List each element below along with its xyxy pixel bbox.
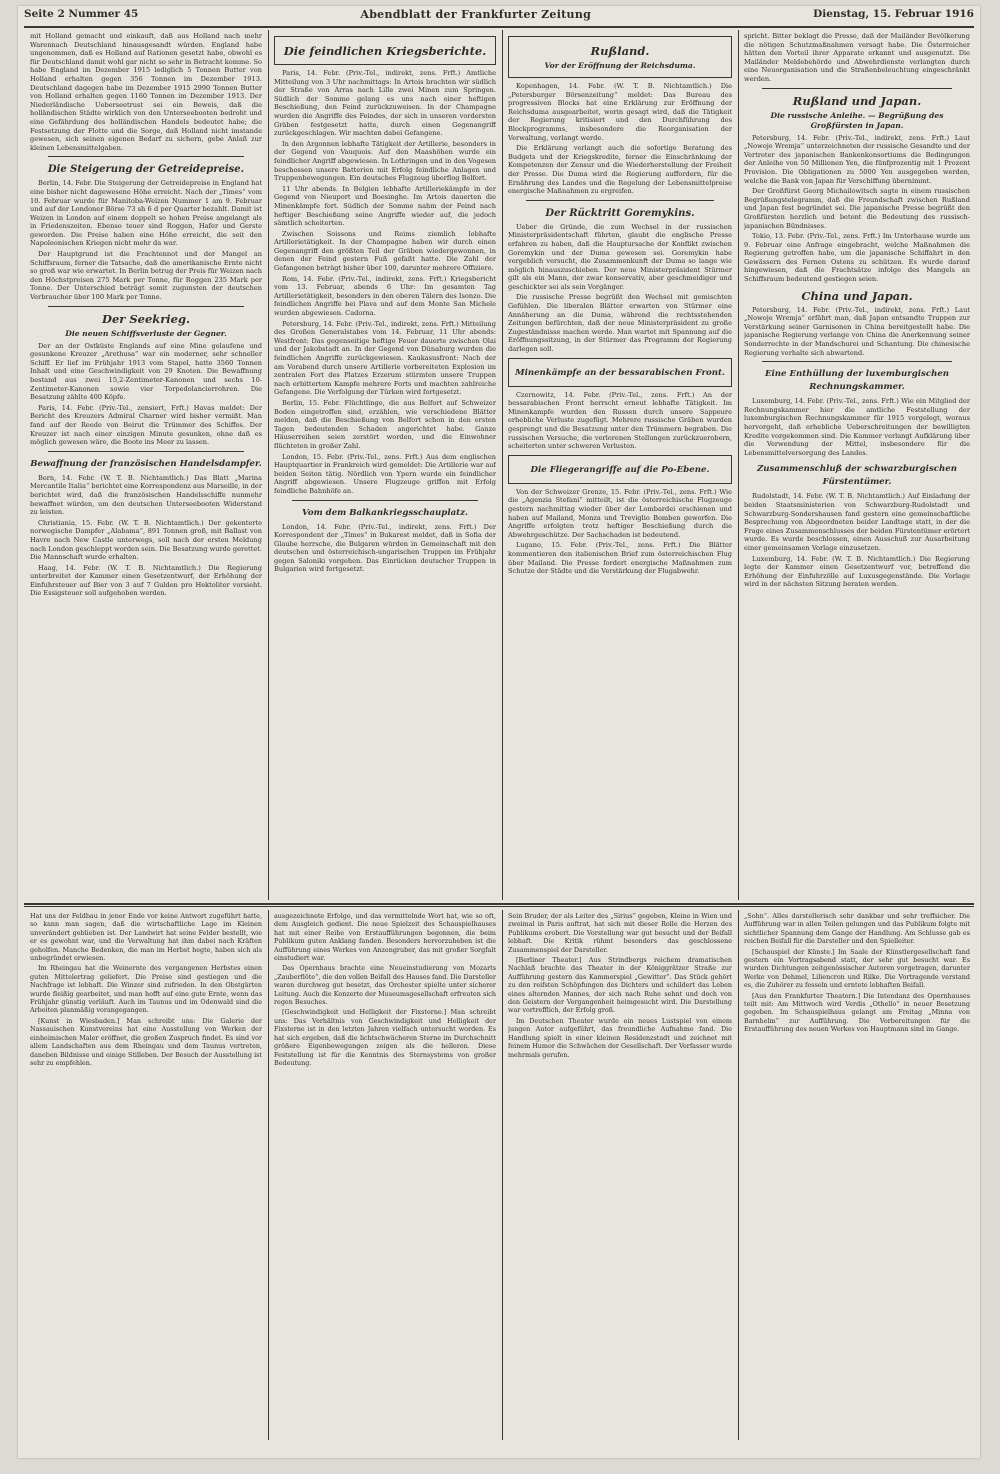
article-text: Czernowitz, 14. Febr. (Priv.-Tel., zens. Frft.) An der bessarabischen Front herrscht erneut lebhafte Tätigkeit. Im Minenkampfe wurden den Russen durch unsere Sappeure erhebliche Verluste zugefügt. Mehrere russische Gräben wurden gesprengt und die Besatzung unter den Trümmern begraben. Die russischen Versuche, die verlorenen Stellungen zurückzuerobern, scheiterten unter schweren Verlusten. <box>508 390 732 451</box>
headline: Eine Enthüllung der luxemburgischen Rechnungskammer. <box>764 369 950 393</box>
page-number: Seite 2 Nummer 45 <box>24 8 139 20</box>
article-text: Die russische Presse begrüßt den Wechsel mit gemischten Gefühlen. Die liberalen Blätter erwarten von Stürmer eine Annäherung an die Duma, während die rechtsstehenden Zeitungen befürchten, daß der neue Ministerpräsident zu große Zugeständnisse machen werde. Man wartet mit Spannung auf die Eröffnungssitzung, in der Stürmer das Programm der Regierung darlegen soll. <box>508 293 732 354</box>
article-text: Luxemburg, 14. Febr. (W. T. B. Nichtamtlich.) Die Regierung legte der Kammer einen Gesetzentwurf vor, betreffend die Erhöhung der Einfuhrzölle auf Luxusgegenstände. Die Vorlage wird in der nächsten Sitzung beraten werden. <box>744 554 970 589</box>
header-rule <box>24 26 974 28</box>
section-headline: Die feindlichen Kriegsberichte. <box>283 44 487 58</box>
headline: Die Fliegerangriffe auf die Po-Ebene. <box>530 464 710 475</box>
article-text: Sein Bruder, der als Leiter des „Sirius“ gegeben, Kleine in Wien und zweimal in Paris auftrat, hat sich mit dieser Rolle die Herzen des Publikums erobert. Die Vorstellung war gut besucht und der Beifall lebhaft. Die Kritik rühmt besonders das geschlossene Zusammenspiel der Darsteller. <box>508 912 732 954</box>
article-text: Der an der Ostküste Englands auf eine Mine gelaufene und gesunkene Kreuzer „Arethusa“ war ein moderner, sehr schneller Schiff. Er lief im Frühjahr 1913 vom Stapel, hatte 3560 Tonnen Inhalt und eine Geschwindigkeit von 29 Knoten. Die Bewaffnung bestand aus zwei 15,2-Zentimeter-Kanonen und sechs 10-Zentimeter-Kanonen sowie vier Torpedolancierrohren. Die Besatzung zählte 400 Köpfe. <box>30 341 262 402</box>
headline: Die Steigerung der Getreidepreise. <box>47 164 245 176</box>
feuilleton-column-4 <box>744 912 970 1442</box>
column-1 <box>30 32 262 900</box>
article-text: Lugano, 15. Febr. (Priv.-Tel., zens. Frft.) Die Blätter kommentieren den italienischen Brief zum österreichischen Flug über Mailand. Die Presse fordert energische Maßnahmen zum Schutze der Städte und die Verstärkung der Flugabwehr. <box>508 541 732 576</box>
article-text: Paris, 14. Febr. (Priv.-Tel., zensiert, Frft.) Havas meldet: Der Bericht des Kreuzers Admiral Charner wird bisher vermißt. Man fand auf der Reede von Beirut die Trümmer des Schiffes. Der Kreuzer ist nach einer einzigen Minute gesunken, ohne daß es möglich gewesen wäre, die Boote ins Meer zu lassen. <box>30 403 262 447</box>
article-text: Hat uns der Feldbau in jener Ende vor keine Antwort zugeführt hatte, so kann man sagen, daß die wirtschaftliche Lage im Kleinen unverändert geblieben ist. Der Landwirt hat seine Felder bestellt, wie er es gewohnt war, und die Verwaltung hat ihm dabei nach Kräften geholfen. Manche Bedenken, die man im Herbst hegte, haben sich als unbegründet erwiesen. <box>30 912 262 963</box>
article-text: Der Hauptgrund ist die Frachtennot und der Mangel an Schiffsraum, ferner die Tatsache, daß die amerikanische Ernte nicht so groß war wie erwartet. In Berlin betrug der Preis für Weizen nach den Höchstpreisen 275 Mark per Tonne, für Roggen 235 Mark per Tonne. Der Unterschied beträgt somit zugunsten der deutschen Verbraucher über 100 Mark per Tonne. <box>30 250 262 302</box>
article-text: [Kunst in Wiesbaden.] Man schreibt uns: Die Galerie der Nassauischen Kunstvereins hat eine Ausstellung von Werken der einheimischen Maler eröffnet, die großen Zuspruch findet. Es sind vor allem Landschaften aus dem Rheingau und dem Taunus vertreten, daneben Bildnisse und einige Stilleben. Der Besuch der Ausstellung ist sehr zu empfehlen. <box>30 1016 262 1067</box>
article-text: Petersburg, 14. Febr. (Priv.-Tel., indirekt, zens. Frft.) Laut „Nowoje Wremja“ unterzeichneten der russische Gesandte und der Vertreter des japanischen Bankenkonsortiums die Bedingungen der Anleihe von 50 Millionen Yen, die fünfprozentig mit 1 Prozent Provision. Die Obligationen zu 5000 Yen ausgegeben werden, welche die Bank von Japan für Verschiffung übernimmt. <box>744 133 970 185</box>
article-text: Berlin, 14. Febr. Die Steigerung der Getreidepreise in England hat eine bisher nicht dagewesene Höhe erreicht. Nach der „Times“ vom 10. Februar wurde für Manitoba-Weizen Nummer 1 am 9. Februar und auf der Londoner Börse 73 sh 6 d per Quarter bezahlt. Damit ist Weizen in London auf einem doppelt so hohen Preise angelangt als in Friedenszeiten. Ebenso teuer sind Roggen, Hafer und Gerste geworden. Die Preise haben eine Höhe erreicht, die seit den Napoleonischen Kriegen nicht mehr da war. <box>30 179 262 248</box>
subheadline: Die neuen Schiffsverluste der Gegner. <box>65 328 227 338</box>
column-4 <box>744 32 970 900</box>
feuilleton-column-1 <box>30 912 262 1442</box>
article-text: Kopenhagen, 14. Febr. (W. T. B. Nichtamtlich.) Die „Petersburger Börsenzeitung“ meldet: Das Bureau des progressiven Blocks hat eine Erklärung zur Eröffnung der Reichsduma ausgearbeitet, worin gesagt wird, daß die Tätigkeit der Regierung kritisiert und den Durchführung des Blockprogramms, insbesondere die Reorganisation der Verwaltung, verlangt werde. <box>508 82 732 142</box>
section-headline: China und Japan. <box>801 288 913 303</box>
article-text: mit Holland gemacht und einkauft, daß aus Holland nach mehr Warennach Deutschland hinausgesandt würden. England habe ungenommen, daß es Holland auf Rationen gesetzt habe, obwohl es für Deutschland damit wohl gar nicht so sehr in Betracht komme. So habe England im Dezember 1915 lediglich 5 Tonnen Butter von Holland erhalten gegen 356 Tonnen im Dezember 1913. Deutschland dagegen habe im Dezember 1915 2990 Tonnen Butter von Holland erhalten gegen 1160 Tonnen im Dezember 1913. Der Niederländische Ueberseetrust sei ein Beweis, daß die holländischen Städte wirklich von den Unterseebooten bedroht und eine Gefährdung des holländischen Handels bedeutet habe; die Festsetzung der Flotte und die Sorge, daß Holland nicht imstande gewesen, sich seinen eigenen Bedarf zu sichern, gebe Anlaß zur kleinen Lebensmittelgaben. <box>30 32 262 152</box>
newspaper-title: Abendblatt der Frankfurter Zeitung <box>360 8 592 21</box>
article-text: Von der Schweizer Grenze, 15. Febr. (Priv.-Tel., zens. Frft.) Wie die „Agenzia Stefani“ mitteilt, ist die österreichische Flugzeuge gestern nachmittag wieder über der Lombardei erschienen und haben auf Mailand, Monza und Treviglio Bomben geworfen. Die Angriffe erfolgten trotz heftiger Beschießung durch die Abwehrgeschütze. Der Sachschaden ist bedeutend. <box>508 487 732 539</box>
headline: Der Rücktritt Goremykins. <box>545 207 695 219</box>
framed-box <box>274 36 496 65</box>
subheadline: Die russische Anleihe. — Begrüßung des Großfürsten in Japan. <box>770 110 944 130</box>
article-text: Paris, 14. Febr. (Priv.-Tel., indirekt, zens. Frft.) Amtliche Mitteilung von 3 Uhr nachmittags: In Artois brachten wir südlich der Straße von Arras nach Lille zwei Minen zum Springen. Südlich der Somme gelang es uns nach einer heftigen Beschießung, den Feind zurückzuweisen. In der Champagne wurden die Angriffe des Feindes, der sich in unseren vordersten Gräben festgesetzt hatte, durch einen Gegenangriff zurückgeschlagen. Wir machten dabei Gefangene. <box>274 69 496 138</box>
subheadline: Vor der Eröffnung der Reichsduma. <box>544 61 696 70</box>
article-text: Luxemburg, 14. Febr. (Priv.-Tel., zens. Frft.) Wie ein Mitglied der Rechnungskammer hier die amtliche Feststellung der luxemburgischen Rechnungskammer für 1915 vorgelegt, woraus hervorgeht, daß erhebliche Ueberschreitungen der bewilligten Kredite vorgekommen sind. Die Kammer verlangt Aufklärung über die Verwendung der Mittel, insbesondere für die Lebensmittelversorgung des Landes. <box>744 397 970 457</box>
article-text: Petersburg, 14. Febr. (Priv.-Tel., indirekt, zens. Frft.) Mitteilung des Großen Generalstabes vom 14. Februar, 11 Uhr abends: Westfront: Das gegenseitige heftige Feuer dauerte zwischen Olai und der Jakobstadt an. In der Gegend von Dünaburg wurden die feindlichen Angriffe zurückgewiesen. Kaukasusfront: Nach der am Vorabend durch unsere Artillerie vorbereiteten Explosion im zentralen Fort des Platzes Erzerum stürmten unsere Truppen nach erbittertem Kampfe mehrere Forts und machten zahlreiche Gefangene. Die Verfolgung der Türken wird fortgesetzt. <box>274 319 496 397</box>
article-text: Der Großfürst Georg Michailowitsch sagte in einem russischen Begrüßungstelegramm, daß die Freundschaft zwischen Rußland und Japan fest begründet sei. Die japanische Presse begrüßt den Großfürsten herzlich und betont die Bedeutung des russisch-japanischen Bündnisses. <box>744 187 970 230</box>
headline: Minenkämpfe an der bessarabischen Front. <box>515 367 725 378</box>
feuilleton-rule <box>24 903 974 905</box>
framed-box <box>508 358 732 387</box>
article-text: Die Erklärung verlangt auch die sofortige Beratung des Budgets und der Kriegskredite, ferner die Einschränkung der Kompetenzen der Zensur und die Wiederherstellung der Freiheit der Presse. Die Duma wird die Regierung auffordern, für die Ernährung des Landes und die Regelung der Lebensmittelpreise energische Maßnahmen zu ergreifen. <box>508 144 732 196</box>
article-text: [Geschwindigkeit und Helligkeit der Fixsterne.] Man schreibt uns: Das Verhältnis von Geschwindigkeit und Helligkeit der Fixsterne ist in den letzten Jahren vielfach untersucht worden. Es hat sich ergeben, daß die lichtschwächeren Sterne im Durchschnitt größere Eigenbewegungen zeigen als die helleren. Diese Feststellung ist für die Kenntnis des Sternsystems von großer Bedeutung. <box>274 1008 496 1067</box>
column-rule <box>502 910 503 1440</box>
column-rule <box>268 910 269 1440</box>
article-text: Christiania, 15. Febr. (W. T. B. Nichtamtlich.) Der gekenterte norwegische Dampfer „Alabama“, 891 Tonnen groß, mit Ballast von Havre nach New Castle unterwegs, soll nach der ersten Meldung nach London geschleppt worden sein. Die Besatzung wurde gerettet. Die Mannschaft wurde erhalten. <box>30 518 262 562</box>
article-text: Berlin, 15. Febr. Flüchtlinge, die aus Belfort auf Schweizer Boden eingetroffen sind, erzählen, wie verschiedene Blätter melden, daß die Beschießung von Belfort schon in den ersten Tagen bedeutenden Schaden angerichtet habe. Ganze Häuserreihen seien zerstört worden, und die Einwohner flüchteten in großer Zahl. <box>274 398 496 450</box>
column-2 <box>274 32 496 900</box>
article-text: Zwischen Soissons und Reims ziemlich lebhafte Artillerietätigkeit. In der Champagne haben wir durch einen Gegenangriff den größten Teil der Gräben wiedergewonnen, in denen der Feind gestern Fuß gefaßt hatte. Die Zahl der Gefangenen beträgt bisher über 100, darunter mehrere Offiziere. <box>274 229 496 273</box>
feuilleton-column-2 <box>274 912 496 1442</box>
article-text: [Schauspiel der Künste.] Im Saale der Künstlergesellschaft fand gestern ein Vortragsabend statt, der sehr gut besucht war. Es wurden Dichtungen zeitgenössischer Autoren vorgetragen, darunter Werke von Dehmel, Liliencron und Rilke. Die Vortragende verstand es, die Zuhörer zu fesseln und erntete lebhaften Beifall. <box>744 947 970 990</box>
framed-box <box>508 455 732 484</box>
issue-date: Dienstag, 15. Februar 1916 <box>813 8 974 20</box>
article-text: Rom, 14. Febr. (Priv.-Tel., indirekt, zens. Frft.) Kriegsbericht vom 13. Februar, abends 6 Uhr: Im gesamten Tag Artillerietätigkeit, besonders in den oberen Tälern des Isonzo. Die feindlichen Angriffe bei Plava und auf dem Monte San Michele wurden abgewiesen. Cadorna. <box>274 274 496 318</box>
article-text: Im Deutschen Theater wurde ein neues Lustspiel von einem jungen Autor aufgeführt, das freundliche Aufnahme fand. Die Handlung spielt in einer kleinen Residenzstadt und zeichnet mit feinem Humor die Schwächen der Gesellschaft. Der Verfasser wurde mehrmals gerufen. <box>508 1016 732 1059</box>
article-text: Das Opernhaus brachte eine Neueinstudierung von Mozarts „Zauberflöte“, die den vollen Beifall des Hauses fand. Die Darsteller waren durchweg gut besetzt, das Orchester spielte unter sicherer Leitung. Auch die Konzerte der Museumsgesellschaft erfreuten sich regen Besuches. <box>274 964 496 1007</box>
column-rule <box>738 910 739 1440</box>
article-text: spricht. Bitter beklagt die Presse, daß der Mailänder Bevölkerung die nötigen Schutzmaßnahmen versagt habe. Die Österreicher hätten den Vorteil ihrer Apparate erkannt und ausgenutzt. Die Mailänder Meldebehörde und Abwehrdienste verlangten durch eine Neuorganisation und die Straßenbeleuchtung eingeschränkt werden. <box>744 32 970 83</box>
article-text: Petersburg, 14. Febr. (Priv.-Tel., indirekt, zens. Frft.) Laut „Nowoje Wremja“ erfährt man, daß Japan entsandte Truppen zur Verstärkung seiner Garnisonen in China bereitgestellt habe. Die japanische Regierung verlange von China die Anerkennung seiner Sonderrechte in der Mandschurei und Schantung. Die chinesische Regierung verhalte sich abwartend. <box>744 305 970 357</box>
article-text: ausgezeichnete Erfolge, und das vermittelnde Wort hat, wie so oft, dem Ausgleich gedient. Die neue Spielzeit des Schauspielhauses hat mit einer Reihe von Erstaufführungen begonnen, die beim Publikum guten Anklang fanden. Besonders hervorzuheben ist die Aufführung eines Werkes von Anzengruber, das mit großer Sorgfalt einstudiert war. <box>274 912 496 963</box>
article-text: Tokio, 13. Febr. (Priv.-Tel., zens. Frft.) Im Unterhause wurde am 9. Februar eine Anfrage eingebracht, welche Maßnahmen die Regierung getroffen habe, um die japanische Schiffahrt in den Gewässern des Fernen Ostens zu schützen. Es wurde darauf hingewiesen, daß die Frachtsätze infolge des Mangels an Schiffsraum bedeutend gestiegen seien. <box>744 232 970 284</box>
framed-box <box>508 36 732 78</box>
article-text: [Berliner Theater.] Aus Strindbergs reichem dramatischen Nachlaß brachte das Theater in der Königgrätzer Straße zur Aufführung gestern das Kammerspiel „Gewitter“. Das Stück gehört zu den reifsten Schöpfungen des Dichters und schildert das Leben eines alternden Mannes, der sich nach Ruhe sehnt und doch von den Geistern der Vergangenheit heimgesucht wird. Die Darstellung war vortrefflich, der Erfolg groß. <box>508 956 732 1015</box>
article-text: In den Argonnen lebhafte Tätigkeit der Artillerie, besonders in der Gegend von Vauquois. Auf den Maashöhen wurde ein feindlicher Angriff abgewiesen. In Lothringen und in den Vogesen beschossen unsere Batterien mit Erfolg feindliche Anlagen und Truppenbewegungen. Ein deutsches Flugzeug überflog Belfort. <box>274 139 496 183</box>
section-headline: Rußland. <box>590 44 650 58</box>
column-rule <box>268 30 269 900</box>
headline: Zusammenschluß der schwarzburgischen Fürstentümer. <box>757 464 957 488</box>
article-text: Haag, 14. Febr. (W. T. B. Nichtamtlich.) Die Regierung unterbreitet der Kammer einen Gesetzentwurf, der Erhöhung der Einfuhrsteuer auf Bier von 3 auf 7 Gulden pro Hektoliter vorsieht. Die Essigsteuer soll aufgehoben werden. <box>30 563 262 598</box>
column-3 <box>508 32 732 900</box>
column-rule <box>738 30 739 900</box>
section-headline: Rußland und Japan. <box>792 93 922 108</box>
article-text: Rudolstadt, 14. Febr. (W. T. B. Nichtamtlich.) Auf Einladung der beiden Staatsministerien von Schwarzburg-Rudolstadt und Schwarzburg-Sondershausen fand gestern eine gemeinschaftliche Besprechung von Abgeordneten beider Landtage statt, in der die Frage eines Zusammenschlusses der beiden Fürstentümer erörtert wurde. Es wurde beschlossen, einen Ausschuß zur Ausarbeitung einer gemeinsamen Vorlage einzusetzen. <box>744 492 970 552</box>
article-text: London, 14. Febr. (Priv.-Tel., indirekt, zens. Frft.) Der Korrespondent der „Times“ in Bukarest meldet, daß in Sofia der Glaube herrsche, die Bulgaren würden in Gemeinschaft mit den deutschen und österreichisch-ungarischen Truppen im Frühjahr gegen Saloniki vorgehen. Das Einrücken deutscher Truppen in Bulgarien wird fortgesetzt. <box>274 522 496 574</box>
article-text: Bern, 14. Febr. (W. T. B. Nichtamtlich.) Das Blatt „Marina Mercantile Italia“ berichtet eine Korrespondenz aus Marseille, in der berichtet wird, daß die französischen Handelsschiffe nunmehr bewaffnet würden, um den deutschen Unterseebooten Widerstand zu leisten. <box>30 473 262 517</box>
headline: Bewaffnung der französischen Handelsdampfer. <box>30 458 262 469</box>
article-text: „Sohn“. Alles darstellerisch sehr dankbar und sehr treffsicher. Die Aufführung war in allen Teilen gelungen und das Publikum folgte mit sichtlicher Spannung dem Gange der Handlung. Am Schlusse gab es reichen Beifall für die Darsteller und den Spielleiter. <box>744 912 970 946</box>
article-text: Im Rheingau hat die Weinernte des vergangenen Herbstes einen guten Mittelertrag geliefert. Die Preise sind gestiegen und die Nachfrage ist lebhaft. Die Winzer sind zufrieden. In den Obstgärten wurde fleißig gearbeitet, und man hofft auf eine gute Ernte, wenn das Frühjahr günstig verläuft. Auch im Taunus und im Odenwald sind die Arbeiten planmäßig vorangegangen. <box>30 964 262 1015</box>
feuilleton-rule <box>24 906 974 907</box>
article-text: [Aus den Frankfurter Theatern.] Die Intendanz des Opernhauses teilt mit: Am Mittwoch wird Verdis „Othello“ in neuer Besetzung gegeben. Im Schauspielhaus gelangt am Freitag „Minna von Barnhelm“ zur Aufführung. Die Vorbereitungen für die Erstaufführung des neuen Werkes von Hauptmann sind im Gange. <box>744 991 970 1034</box>
column-rule <box>502 30 503 900</box>
feuilleton-column-3 <box>508 912 732 1442</box>
headline: Vom dem Balkankriegsschauplatz. <box>301 507 468 518</box>
section-headline: Der Seekrieg. <box>101 311 191 326</box>
article-text: 11 Uhr abends. In Belgien lebhafte Artilleriekämpfe in der Gegend von Nieuport und Boesinghe. Im Artois dauerten die Minenkämpfe fort. Südlich der Somme nahm der Feind nach heftiger Beschießung seine Angriffe wieder auf, die jedoch sämtlich scheiterten. <box>274 184 496 228</box>
article-text: London, 15. Febr. (Priv.-Tel., zens. Frft.) Aus dem englischen Hauptquartier in Frankreich wird gemeldet: Die Artillerie war auf beiden Seiten tätig. Nördlich von Ypern wurde ein feindlicher Angriff abgewiesen. Unsere Flugzeuge griffen mit Erfolg feindliche Bahnhöfe an. <box>274 452 496 495</box>
article-text: Ueber die Gründe, die zum Wechsel in der russischen Ministerpräsidentschaft führten, glaubt die englische Presse erfahren zu haben, daß die Hauptursache der Konflikt zwischen Goremykin und der Duma gewesen sei. Goremykin habe vergeblich versucht, die Zusammenkunft der Duma so lange wie möglich hinauszuschieben. Der neue Ministerpräsident Stürmer gilt als ein Mann, der zwar konservativ, aber geschmeidiger und geschickter sei als sein Vorgänger. <box>508 222 732 291</box>
